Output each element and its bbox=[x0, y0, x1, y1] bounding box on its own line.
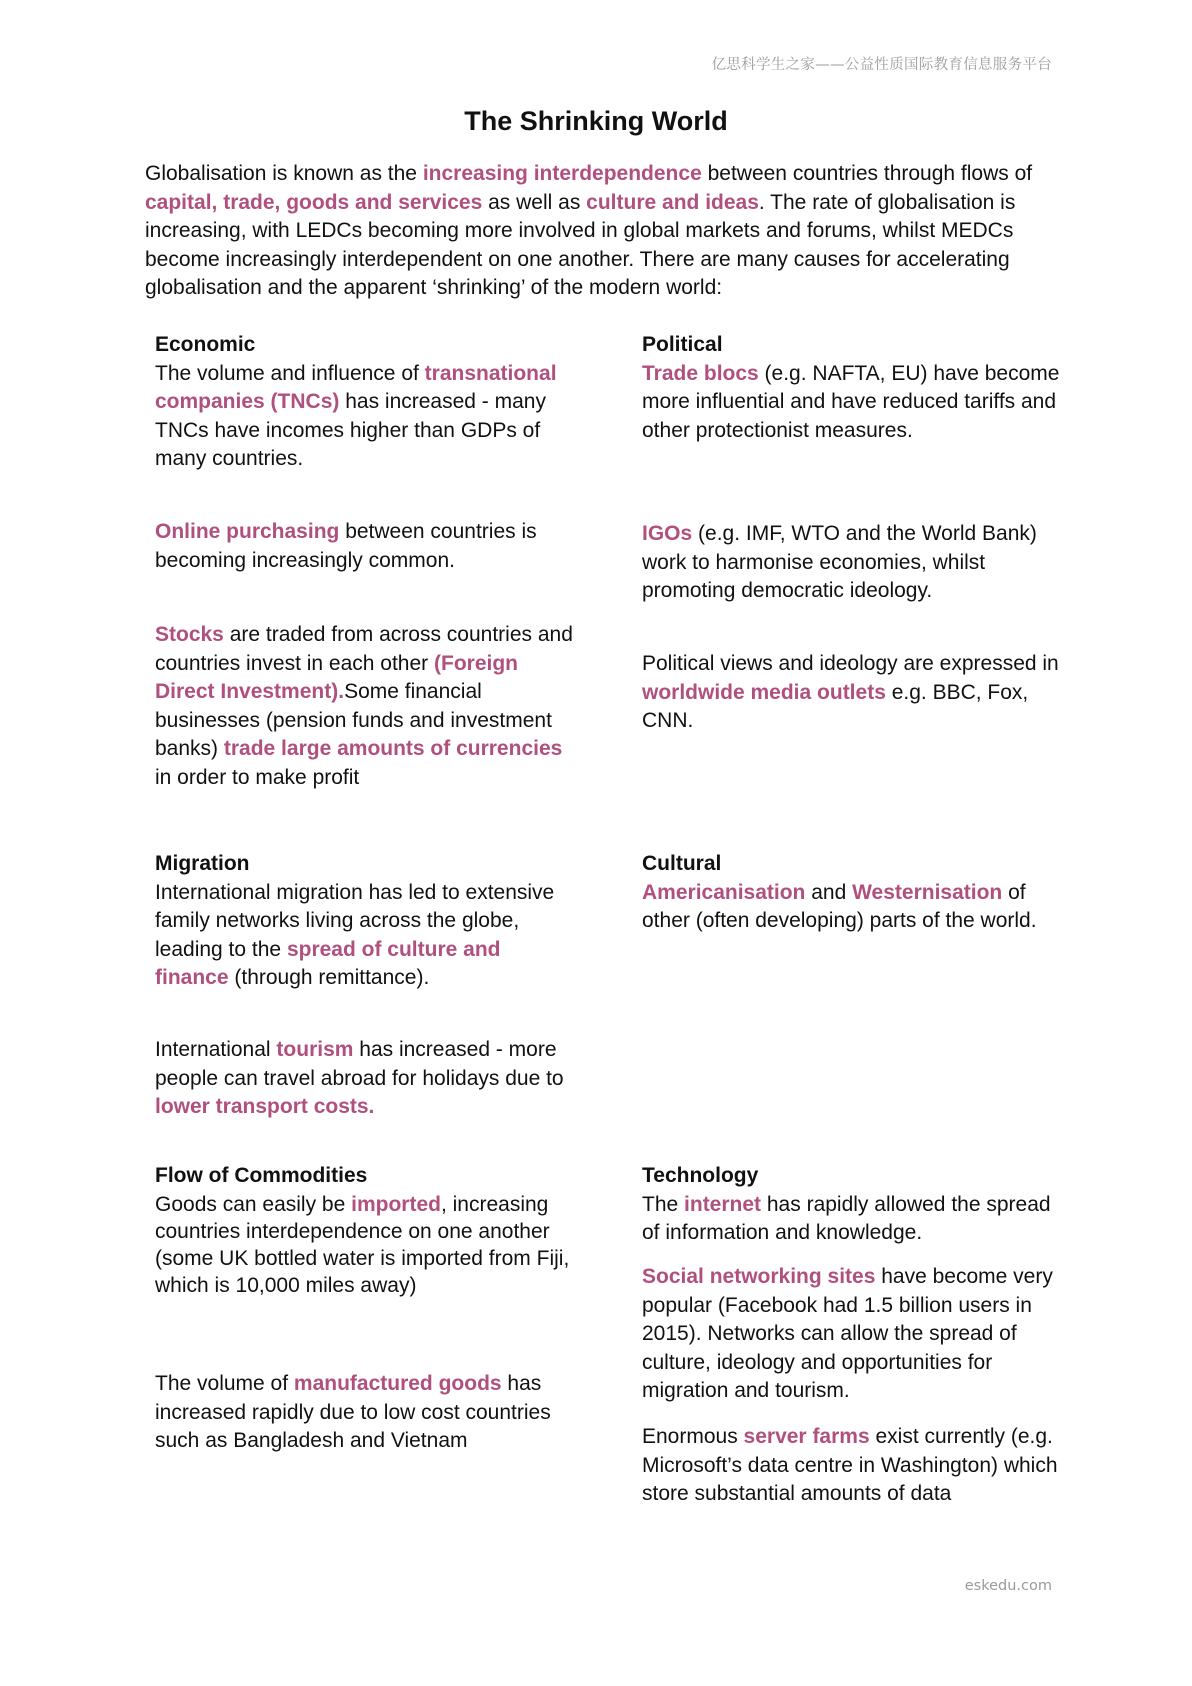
highlight-term: IGOs bbox=[642, 522, 693, 545]
highlight-term: manufactured goods bbox=[293, 1372, 502, 1395]
highlight-term: capital, trade, goods and services bbox=[145, 190, 483, 214]
section-heading: Migration bbox=[155, 852, 250, 875]
section-heading: Technology bbox=[642, 1164, 759, 1187]
section-paragraph: Americanisation and Westernisation of other (often developing) parts of the world. bbox=[642, 880, 1037, 933]
migration-paragraph-2: International tourism has increased - more people can travel abroad for holidays due to lower transport costs. bbox=[155, 1038, 564, 1119]
political-paragraph-2: IGOs (e.g. IMF, WTO and the World Bank) work to harmonise economies, whilst promoting democratic ideology. bbox=[642, 522, 1037, 603]
technology-paragraph-2: Social networking sites have become very popular (Facebook had 1.5 billion users in 2015). Networks can allow the spread of culture, ideology and opportunities for migration and tourism. bbox=[642, 1265, 1053, 1403]
section-technology bbox=[642, 1162, 1062, 1248]
section-cultural bbox=[642, 850, 1062, 936]
commodities-paragraph-2: The volume of manufactured goods has increased rapidly due to low cost countries such as Bangladesh and Vietnam bbox=[155, 1372, 551, 1453]
highlight-term: Westernisation bbox=[852, 880, 1003, 904]
page-title: The Shrinking World bbox=[464, 106, 728, 136]
technology-paragraph-3: Enormous server farms exist currently (e.g. Microsoft’s data centre in Washington) which store substantial amounts of data bbox=[642, 1425, 1058, 1506]
political-paragraph-3: Political views and ideology are expressed in worldwide media outlets e.g. BBC, Fox, CNN. bbox=[642, 652, 1059, 733]
highlight-term: Americanisation bbox=[642, 880, 806, 904]
section-commodities bbox=[155, 1162, 575, 1299]
section-economic bbox=[155, 331, 575, 474]
highlight-term: (Foreign Direct Investment). bbox=[155, 651, 518, 704]
highlight-term: Stocks bbox=[155, 623, 224, 646]
highlight-term: transnational companies (TNCs) bbox=[155, 361, 557, 414]
section-heading: Cultural bbox=[642, 852, 722, 875]
economic-paragraph-2: Online purchasing between countries is becoming increasingly common. bbox=[155, 520, 537, 572]
section-heading: Flow of Commodities bbox=[155, 1164, 368, 1187]
highlight-term: Trade blocs bbox=[642, 361, 759, 385]
intro-paragraph: Globalisation is known as the increasing interdependence between countries through flows of capital, trade, goods and services as well as culture and ideas. The rate of globalisation is increasing, with LEDCs becoming more involved in global markets and forums, whilst MEDCs become increasingly interdependent on one another. There are many causes for accelerating globalisation and the apparent ‘shrinking’ of the modern world: bbox=[145, 162, 1033, 300]
section-migration bbox=[155, 850, 575, 993]
section-paragraph: International migration has led to extensive family networks living across the globe, leading to the spread of culture and finance (through remittance). bbox=[155, 880, 555, 990]
highlight-term: trade large amounts of currencies bbox=[223, 737, 563, 761]
highlight-term: spread of culture and finance bbox=[155, 937, 501, 990]
highlight-term: server farms bbox=[743, 1425, 870, 1448]
highlight-term: worldwide media outlets bbox=[642, 680, 886, 704]
section-heading: Economic bbox=[155, 333, 256, 356]
highlight-term: lower transport costs. bbox=[155, 1095, 375, 1119]
highlight-term: tourism bbox=[276, 1038, 354, 1061]
section-heading: Political bbox=[642, 333, 723, 356]
highlight-term: internet bbox=[684, 1192, 762, 1216]
header-source-note: 亿思科学生之家——公益性质国际教育信息服务平台 bbox=[711, 57, 1052, 73]
highlight-term: Social networking sites bbox=[642, 1265, 876, 1288]
economic-paragraph-3: Stocks are traded from across countries and countries invest in each other (Foreign Direct Investment).Some financial businesses (pension funds and investment banks) trade large amounts of currencies in order to make profit bbox=[155, 623, 573, 789]
section-paragraph: The volume and influence of transnational companies (TNCs) has increased - many TNCs have incomes higher than GDPs of many countries. bbox=[155, 361, 557, 471]
highlight-term: Online purchasing bbox=[155, 520, 340, 543]
footer-site-note: eskedu.com bbox=[964, 1578, 1052, 1594]
section-paragraph: Goods can easily be imported, increasing countries interdependence on one another (some UK bottled water is imported from Fiji, which is 10,000 miles away) bbox=[155, 1192, 570, 1297]
section-paragraph: The internet has rapidly allowed the spread of information and knowledge. bbox=[642, 1192, 1051, 1245]
highlight-term: imported bbox=[351, 1192, 441, 1216]
section-political bbox=[642, 331, 1062, 445]
section-paragraph: Trade blocs (e.g. NAFTA, EU) have become more influential and have reduced tariffs and other protectionist measures. bbox=[642, 361, 1060, 442]
highlight-term: increasing interdependence bbox=[422, 162, 702, 185]
highlight-term: culture and ideas bbox=[586, 190, 759, 214]
